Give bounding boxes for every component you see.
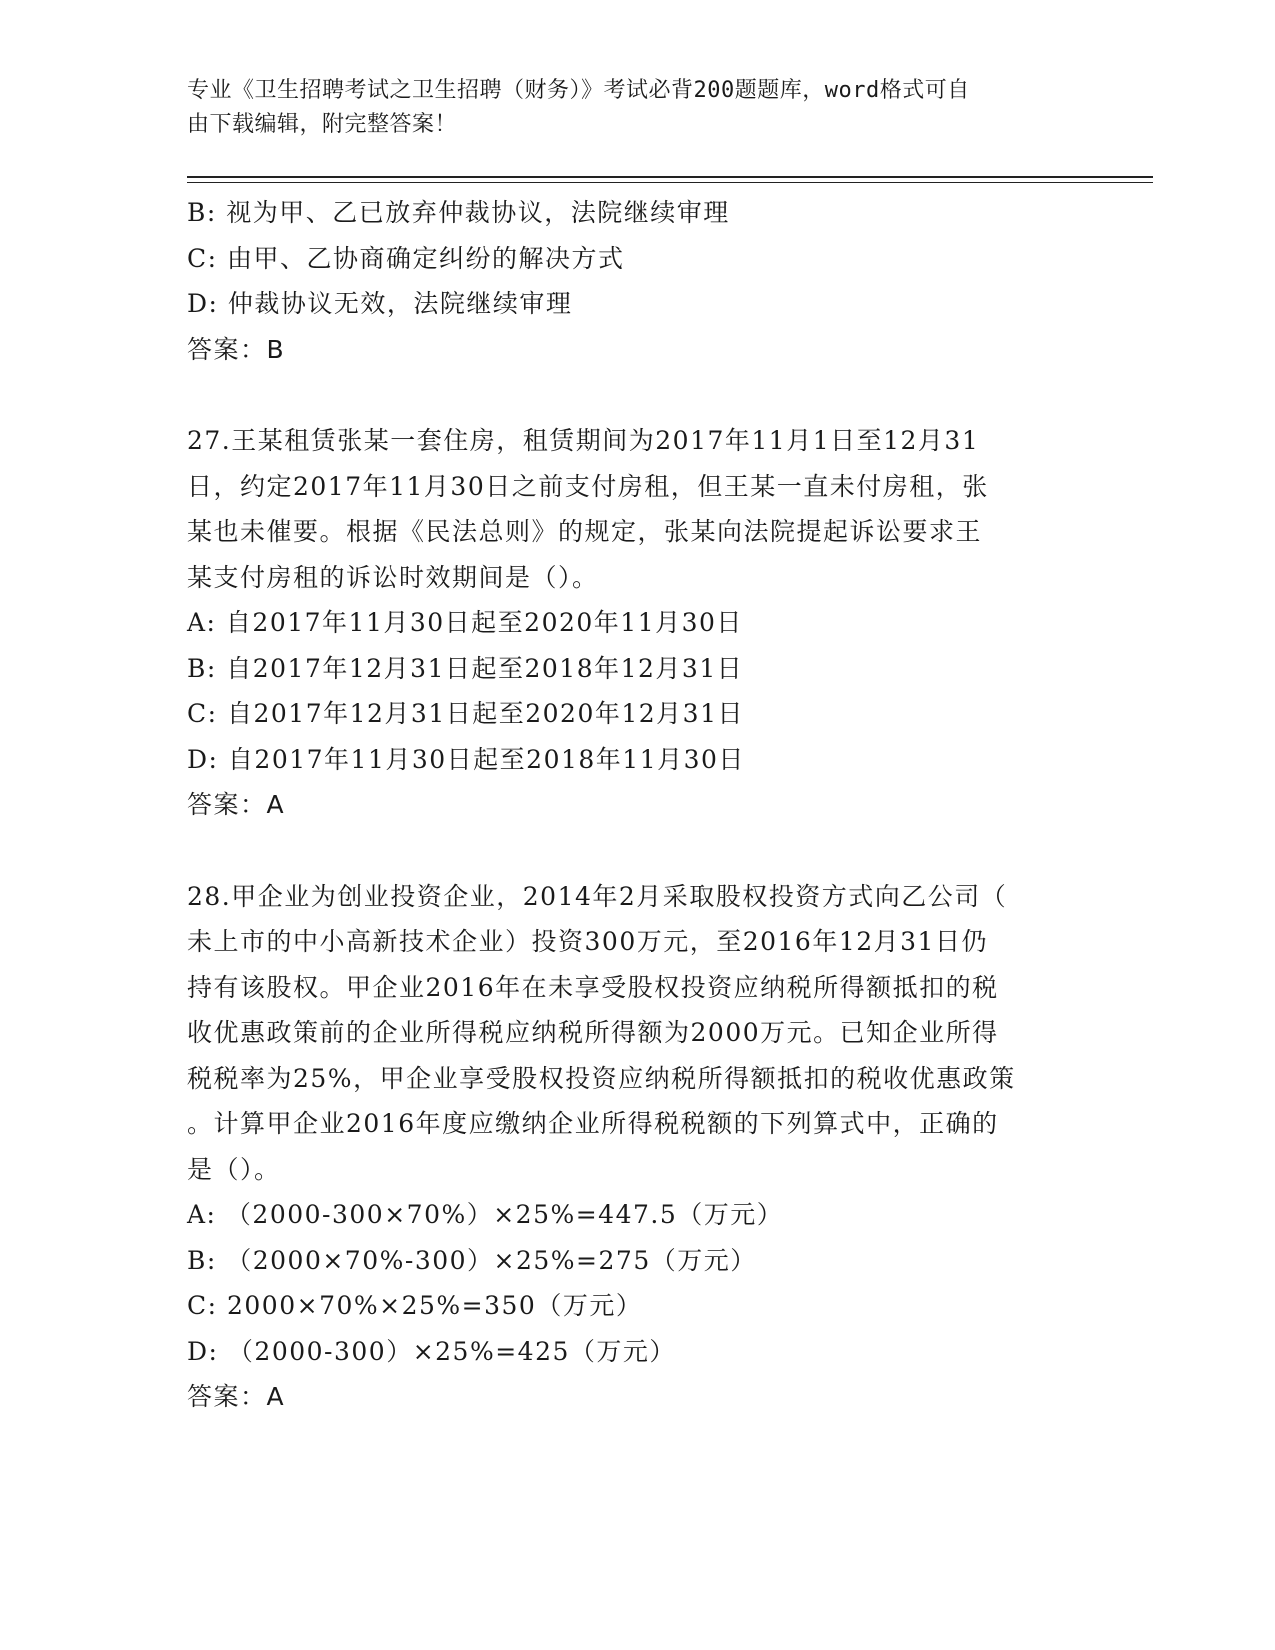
question-stem-line: 收优惠政策前的企业所得税应纳税所得额为2000万元。已知企业所得 <box>187 1018 999 1047</box>
option-a: A: 自2017年11月30日起至2020年11月30日 <box>187 608 743 637</box>
option-d: D: （2000-300）×25%=425（万元） <box>187 1336 676 1366</box>
answer-line: 答案：B <box>187 334 286 364</box>
option-c: C: 2000×70%×25%=350（万元） <box>187 1291 643 1320</box>
option-d: D: 仲裁协议无效，法院继续审理 <box>187 289 573 318</box>
question-28-block <box>187 874 1087 1420</box>
header-line-2: 由下载编辑，附完整答案！ <box>187 112 458 137</box>
question-stem-line: 税税率为25%，甲企业享受股权投资应纳税所得额抵扣的税收优惠政策 <box>187 1063 1016 1093</box>
header-divider-thin <box>187 182 1153 183</box>
option-b: B: 自2017年12月31日起至2018年12月31日 <box>187 653 744 683</box>
question-stem-line: 。计算甲企业2016年度应缴纳企业所得税税额的下列算式中，正确的 <box>187 1109 999 1138</box>
question-stem-line: 日，约定2017年11月30日之前支付房租，但王某一直未付房租，张 <box>187 471 989 501</box>
option-b: B: 视为甲、乙已放弃仲裁协议，法院继续审理 <box>187 198 730 227</box>
option-c: C: 自2017年12月31日起至2020年12月31日 <box>187 699 744 728</box>
question-stem-line: 持有该股权。甲企业2016年在未享受股权投资应纳税所得额抵扣的税 <box>187 972 999 1002</box>
option-b: B: （2000×70%-300）×25%=275（万元） <box>187 1245 757 1275</box>
option-c: C: 由甲、乙协商确定纠纷的解决方式 <box>187 243 625 273</box>
prev-question-block <box>187 190 1087 372</box>
question-stem-line: 27.王某租赁张某一套住房，租赁期间为2017年11月1日至12月31 <box>187 426 980 455</box>
answer-line: 答案：A <box>187 1382 286 1411</box>
header-divider-thick <box>187 176 1153 178</box>
question-stem-line: 某支付房租的诉讼时效期间是（）。 <box>187 562 599 592</box>
header-line-1: 专业《卫生招聘考试之卫生招聘（财务）》考试必背200题题库，word格式可自 <box>187 78 970 103</box>
document-header <box>187 74 1087 142</box>
answer-line: 答案：A <box>187 790 286 819</box>
question-27-block <box>187 418 1087 828</box>
option-d: D: 自2017年11月30日起至2018年11月30日 <box>187 744 745 774</box>
block-spacer <box>187 372 1087 418</box>
question-stem-line: 某也未催要。根据《民法总则》的规定，张某向法院提起诉讼要求王 <box>187 517 983 546</box>
question-stem-line: 未上市的中小高新技术企业）投资300万元，至2016年12月31日仍 <box>187 927 988 956</box>
question-stem-line: 是（）。 <box>187 1154 281 1184</box>
option-a: A: （2000-300×70%）×25%=447.5（万元） <box>187 1200 784 1229</box>
question-stem-line: 28.甲企业为创业投资企业，2014年2月采取股权投资方式向乙公司（ <box>187 881 1008 911</box>
block-spacer <box>187 828 1087 874</box>
question-content <box>187 190 1087 1420</box>
